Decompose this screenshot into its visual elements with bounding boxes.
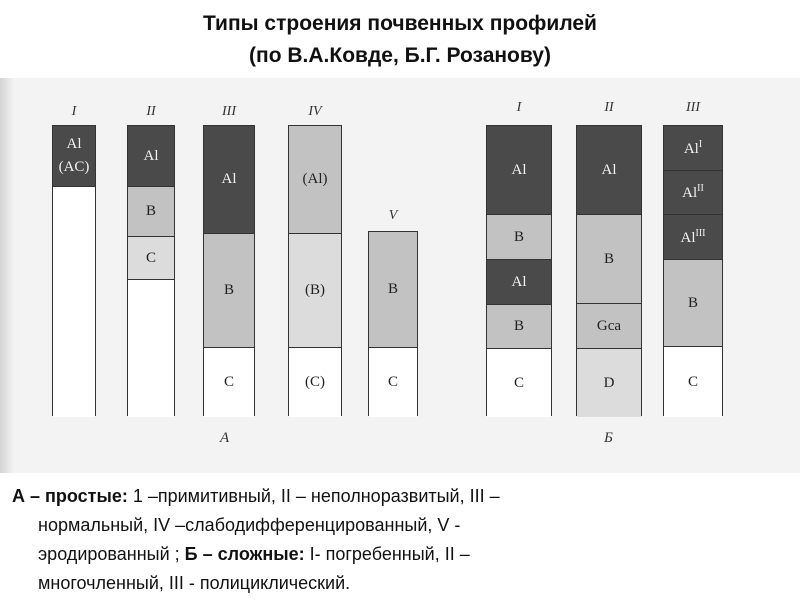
profile-number: IV [308, 104, 322, 119]
horizon-label: Al [511, 161, 527, 178]
profile-number: II [604, 100, 614, 115]
horizon-label-index: II [697, 183, 704, 194]
legend-separator: ; [169, 544, 185, 564]
soil-horizon [577, 126, 641, 215]
soil-horizon [664, 347, 722, 417]
horizon-label: C [145, 249, 156, 266]
soil-horizon [128, 126, 174, 187]
legend-line-3 [12, 540, 782, 569]
soil-profile-column [486, 125, 552, 416]
soil-profile-column [52, 125, 96, 416]
horizon-label: C [387, 374, 398, 390]
horizon-label-secondary: (AC) [58, 159, 90, 175]
soil-horizon [204, 234, 254, 348]
horizon-label: Al [221, 171, 237, 187]
soil-horizon [289, 348, 341, 417]
legend-group-a-text-3: эродированный [38, 544, 170, 564]
profile-number: II [146, 104, 156, 119]
legend-group-a-text-1: 1 –примитивный, II – неполноразвитый, III – [127, 486, 500, 506]
horizon-label: C [223, 374, 234, 390]
soil-horizon [487, 305, 551, 349]
soil-horizon [664, 215, 722, 260]
soil-horizon [487, 126, 551, 215]
soil-horizon [289, 234, 341, 348]
horizon-label: B [387, 281, 398, 297]
horizon-label: B [145, 203, 156, 219]
slide-subtitle: (по В.А.Ковде, Б.Г. Розанову) [249, 44, 551, 67]
horizon-label: Al [143, 147, 159, 164]
profile-number: III [222, 104, 236, 119]
legend-line-1 [12, 482, 782, 511]
scan-shadow [0, 78, 14, 473]
group-letter-2: Б [604, 430, 613, 446]
horizon-label: D [603, 374, 615, 391]
soil-profile-column [127, 125, 175, 416]
legend-group-b-text-1: I- погребенный, II – [304, 544, 470, 564]
legend-group-a-text-2: нормальный, IV –слабодифференцированный, V - [38, 515, 461, 535]
horizon-label: Al [511, 273, 527, 290]
profile-number: V [388, 208, 398, 223]
slide-title: Типы строения почвенных профилей [203, 12, 597, 35]
soil-horizon [664, 171, 722, 215]
legend [12, 482, 782, 598]
soil-horizon [289, 126, 341, 234]
soil-profile-column [663, 125, 723, 416]
soil-horizon [53, 187, 95, 417]
soil-horizon [128, 280, 174, 417]
soil-horizon [369, 232, 417, 348]
horizon-label: Al [601, 161, 617, 178]
legend-group-a-heading: А – простые: [12, 486, 128, 506]
horizon-label: C [513, 374, 524, 391]
group-letter-1: А [220, 430, 230, 446]
legend-group-b-text-2: многочленный, III - полициклический. [38, 573, 351, 593]
soil-profiles-figure [0, 78, 800, 473]
horizon-label: Gca [596, 317, 622, 334]
soil-horizon [577, 215, 641, 304]
soil-profile-column [203, 125, 255, 416]
horizon-label: B [513, 228, 524, 245]
horizon-label: B [687, 294, 698, 311]
legend-line-4 [12, 569, 782, 598]
soil-horizon [664, 260, 722, 347]
soil-horizon [369, 348, 417, 417]
soil-horizon [664, 126, 722, 171]
horizon-label-index: III [695, 227, 706, 239]
horizon-label: $Al^{III}$ [680, 227, 706, 246]
profile-number: I [71, 104, 77, 119]
soil-horizon [204, 348, 254, 417]
legend-group-b-heading: Б – сложные: [184, 544, 305, 564]
horizon-label: B [513, 318, 524, 334]
soil-profile-column [576, 125, 642, 416]
horizon-label: (C) [305, 374, 325, 390]
horizon-label: (Al) [302, 171, 328, 187]
profile-number: I [516, 100, 522, 115]
soil-horizon [128, 237, 174, 280]
horizon-label: $Al^{II}$ [682, 183, 704, 201]
horizon-label: C [687, 373, 698, 390]
legend-line-2 [12, 511, 782, 540]
soil-horizon [128, 187, 174, 237]
horizon-label: (B) [305, 282, 325, 298]
soil-horizon [204, 126, 254, 234]
soil-profile-column [368, 231, 418, 416]
soil-horizon [487, 215, 551, 260]
horizon-label: B [223, 282, 234, 298]
soil-horizon [577, 349, 641, 417]
soil-horizon [577, 304, 641, 349]
horizon-label-index: I [698, 138, 703, 150]
soil-horizon [487, 260, 551, 305]
horizon-label: $Al^I$ [683, 138, 703, 157]
profile-number: III [686, 100, 700, 115]
horizon-label: B [603, 250, 614, 267]
horizon-label: Al [66, 136, 82, 152]
soil-profile-column [288, 125, 342, 416]
soil-horizon [487, 349, 551, 417]
soil-horizon [53, 126, 95, 187]
